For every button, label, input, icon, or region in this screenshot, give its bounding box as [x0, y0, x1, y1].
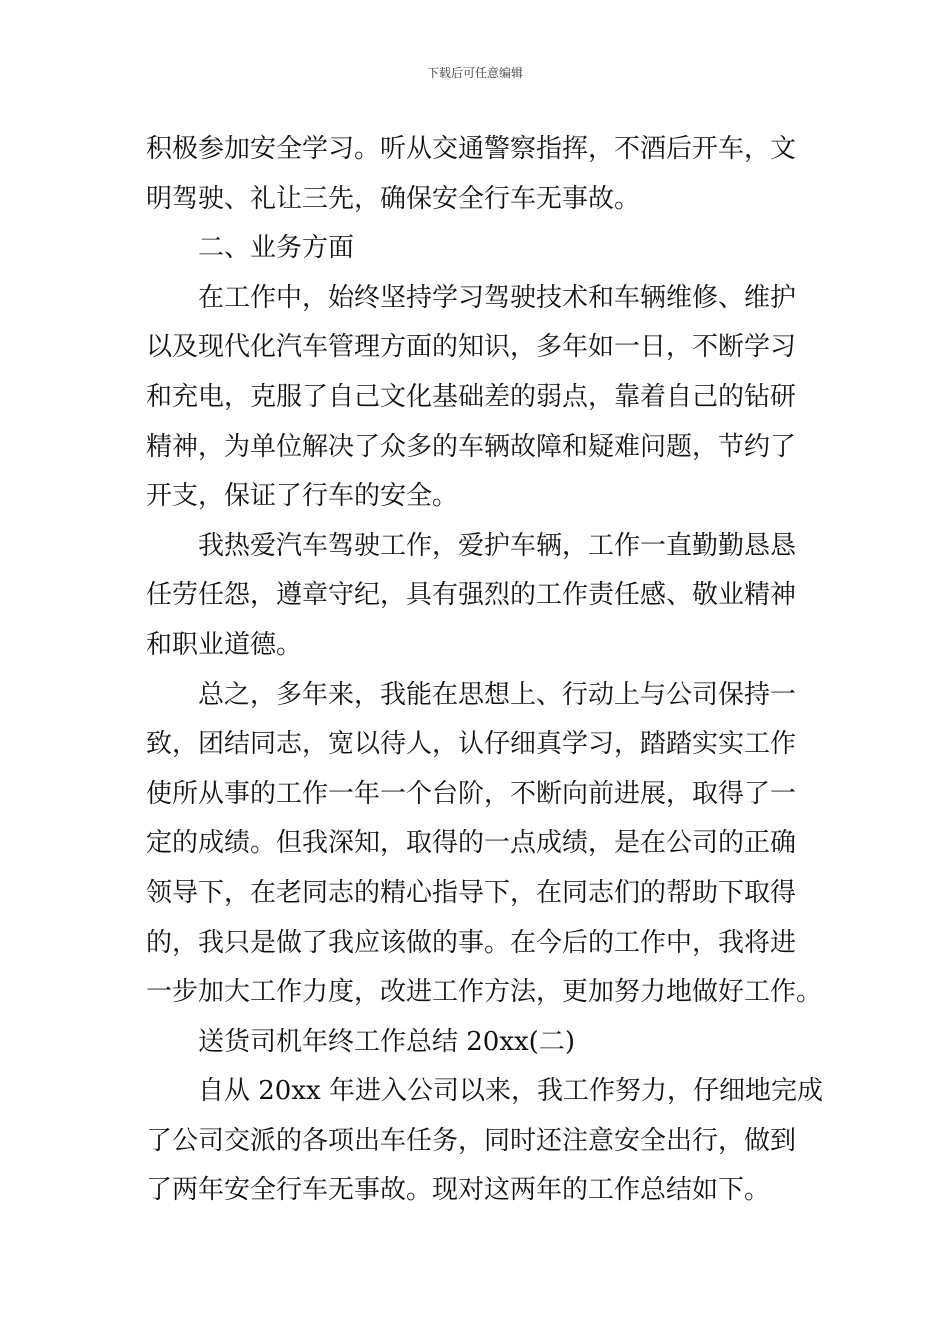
text-line: 了公司交派的各项出车任务，同时还注意安全出行，做到: [146, 1125, 797, 1156]
paragraph-4-continued: [146, 571, 806, 670]
text-line: 了两年安全行车无事故。现对这两年的工作总结如下。: [146, 1175, 771, 1206]
text-line: 定的成绩。但我深知，取得的一点成绩，是在公司的正确: [146, 828, 797, 859]
paragraph-4: [146, 522, 806, 572]
text-line: 以及现代化汽车管理方面的知识，多年如一日，不断学习: [146, 332, 797, 363]
paragraph-1: [146, 125, 806, 224]
paragraph-3-continued: [146, 323, 806, 521]
text-line: 和职业道德。: [146, 629, 303, 660]
text-line: 积极参加安全学习。听从交通警察指挥，不酒后开车，文: [146, 134, 797, 164]
section-title-part-two: [146, 1018, 806, 1068]
paragraph-5: [146, 671, 806, 721]
paragraph-3: [146, 274, 806, 324]
document-body: [146, 125, 823, 1216]
text-line: 明驾驶、礼让三先，确保安全行车无事故。: [146, 183, 641, 214]
text-line: 领导下，在老同志的精心指导下，在同志们的帮助下取得: [146, 877, 797, 908]
text-line: 致，团结同志，宽以待人，认仔细真学习，踏踏实实工作: [146, 729, 797, 760]
paragraph-7: [146, 1067, 823, 1117]
paragraph-7-continued: [146, 1117, 806, 1216]
text-line: 在工作中，始终坚持学习驾驶技术和车辆维修、维护: [198, 282, 797, 313]
text-line: 精神，为单位解决了众多的车辆故障和疑难问题，节约了: [146, 431, 797, 462]
text-line: 的，我只是做了我应该做的事。在今后的工作中，我将进: [146, 927, 797, 958]
text-line: 任劳任怨，遵章守纪，具有强烈的工作责任感、敬业精神: [146, 580, 797, 611]
text-line: 自从 20xx 年进入公司以来，我工作努力，仔细地完成: [198, 1076, 823, 1107]
text-line: 二、业务方面: [198, 233, 355, 264]
text-line: 送货司机年终工作总结 20xx(二): [198, 1026, 575, 1057]
paragraph-5-continued: [146, 720, 823, 1018]
text-line: 和充电，克服了自己文化基础差的弱点，靠着自己的钻研: [146, 381, 797, 412]
text-line: 总之，多年来，我能在思想上、行动上与公司保持一: [198, 679, 797, 710]
text-line: 我热爱汽车驾驶工作，爱护车辆，工作一直勤勤恳恳: [198, 530, 797, 561]
text-line: 开支，保证了行车的安全。: [146, 481, 459, 512]
text-line: 使所从事的工作一年一个台阶，不断向前进展，取得了一: [146, 778, 797, 809]
section-heading-business: [146, 224, 806, 274]
text-line: 一步加大工作力度，改进工作方法，更加努力地做好工作。: [146, 977, 823, 1008]
page-header: 下载后可任意编辑: [426, 66, 523, 80]
